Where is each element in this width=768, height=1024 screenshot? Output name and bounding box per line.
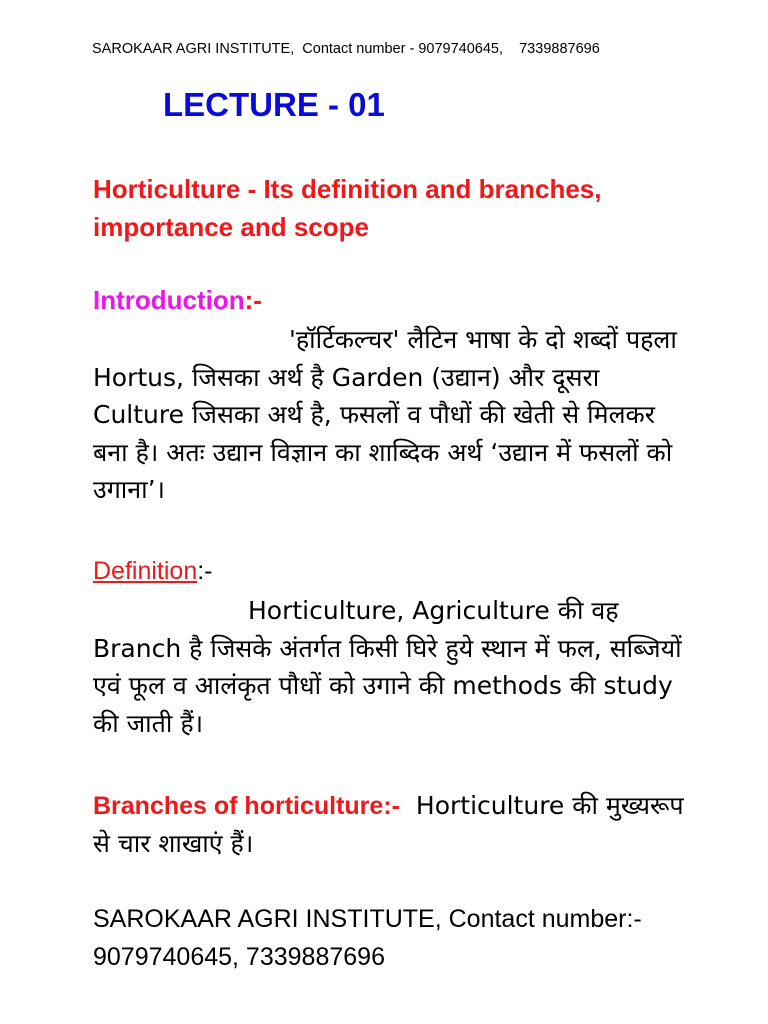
definition-text: Horticulture, Agriculture की वह Branch है जिसके अंतर्गत किसी घिरे हुये स्थान में फल, सब्जियों एवं फूल व आलंकृत पौधों को उगाने की methods की study की जाती हैं। [93,596,682,738]
topic-heading: Horticulture - Its definition and branches, importance and scope [93,174,602,242]
definition-paragraph [93,592,693,742]
page-header: SAROKAAR AGRI INSTITUTE, Contact number - 9079740645, 7339887696 [92,41,600,57]
introduction-heading [93,285,262,316]
introduction-paragraph [93,321,693,509]
definition-heading [93,557,213,586]
introduction-suffix: :- [244,285,262,315]
definition-label: Definition [93,557,198,585]
branches-heading: Branches of horticulture:- [93,792,400,820]
introduction-label: Introduction [93,285,245,315]
page-footer: SAROKAAR AGRI INSTITUTE, Contact number:- 9079740645, 7339887696 [93,905,642,971]
lecture-title: LECTURE - 01 [163,86,385,123]
definition-suffix: :- [197,557,213,585]
introduction-text: 'हॉर्टिकल्चर' लैटिन भाषा के दो शब्दों पहला Hortus, जिसका अर्थ है Garden (उद्यान) और दूसरा Culture जिसका अर्थ है, फसलों व पौधों की खेती से मिलकर बना है। अतः उद्यान विज्ञान का शाब्दिक अर्थ ‘उद्यान में फसलों को उगाना’। [93,325,677,504]
branches-text: Horticulture की मुख्यरूप से चार शाखाएं हैं। [93,791,684,858]
branches-section [93,787,693,863]
